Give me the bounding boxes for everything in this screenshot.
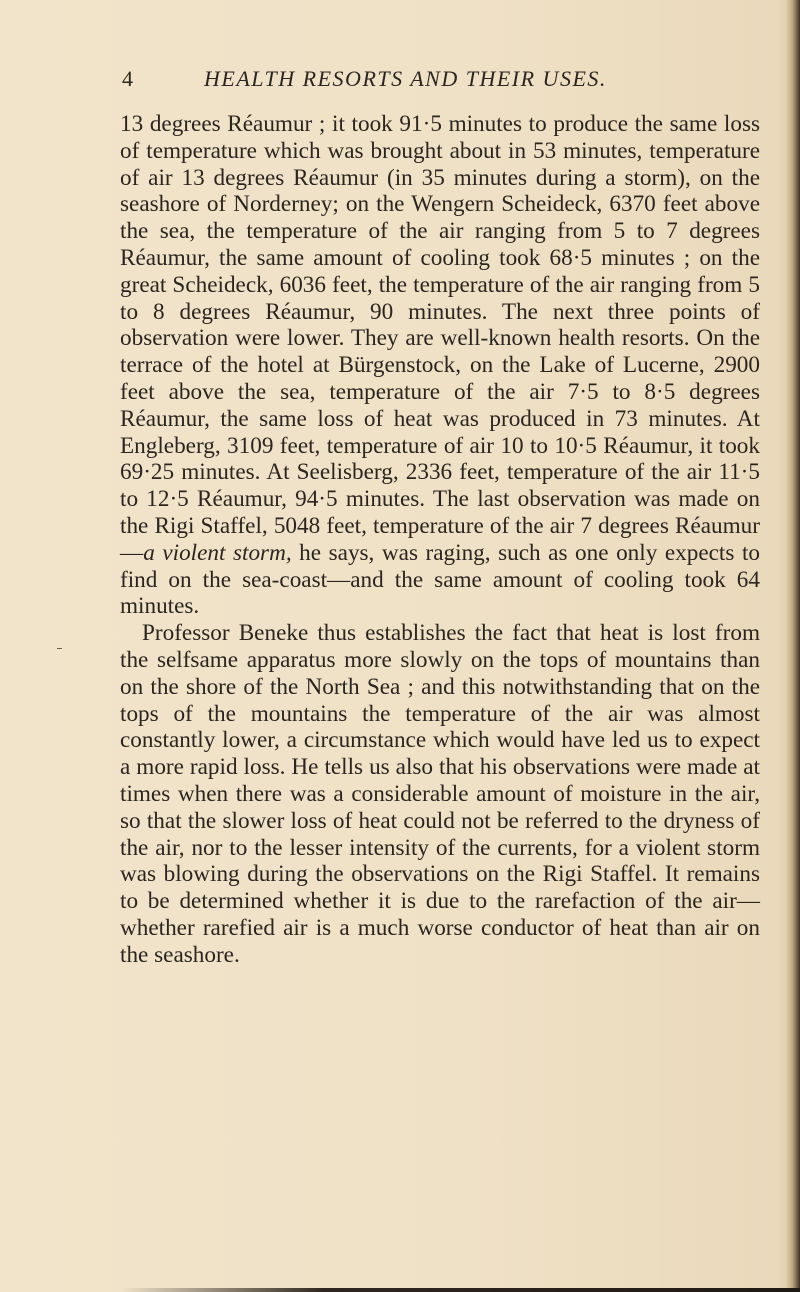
- body-text: [120, 111, 760, 969]
- paragraph: [120, 620, 760, 968]
- margin-mark: [57, 648, 62, 649]
- paragraph-text: Professor Beneke thus establishes the fact that heat is lost from the selfsame apparatus more slowly on the tops of mountains than on the shore of the North Sea ; and this notwithstanding that on the tops of the mountains the temperature of the air was almost constantly lower, a circumstance which would have led us to expect a more rapid loss. He tells us also that his observations were made at times when there was a considerable amount of moisture in the air, so that the slower loss of heat could not be referred to the dryness of the air, nor to the lesser intensity of the currents, for a violent storm was blowing during the observations on the Rigi Staffel. It remains to be determined whether it is due to the rarefaction of the air—whether rarefied air is a much worse conductor of heat than air on the seashore.: [120, 620, 760, 968]
- paragraph: [120, 111, 760, 620]
- page-number: 4: [122, 66, 133, 91]
- page-bottom-shadow: [120, 1288, 800, 1292]
- italic-phrase: a violent storm,: [143, 539, 292, 566]
- page-header: [122, 64, 722, 94]
- page-edge-shadow: [786, 0, 800, 1292]
- paragraph-text: 13 degrees Réaumur ; it took 91·5 minutes to produce the same loss of temperature which was brought about in 53 minutes, temperature of air 13 degrees Réaumur (in 35 minutes during a storm), on the seashore of Norderney; on the Wengern Scheideck, 6370 feet above the sea, the temperature of the air ranging from 5 to 7 degrees Réaumur, the same amount of cooling took 68·5 minutes ; on the great Scheideck, 6036 feet, the temperature of the air ranging from 5 to 8 degrees Réaumur, 90 minutes. The next three points of observation were lower. They are well-known health resorts. On the terrace of the hotel at Bürgenstock, on the Lake of Lucerne, 2900 feet above the sea, temperature of the air 7·5 to 8·5 degrees Réaumur, the same loss of heat was produced in 73 minutes. At Engleberg, 3109 feet, temperature of air 10 to 10·5 Réaumur, it took 69·25 minutes. At Seelisberg, 2336 feet, temperature of the air 11·5 to 12·5 Réaumur, 94·5 minutes. The last observation was made on the Rigi Staffel, 5048 feet, temperature of the air 7 degrees Réaumur—: [120, 111, 760, 566]
- running-title: HEALTH RESORTS AND THEIR USES.: [204, 66, 607, 91]
- paragraph-text: he says, was raging, such as one only expects to find on the sea-coast—and the same amount of cooling took 64 minutes.: [120, 539, 760, 620]
